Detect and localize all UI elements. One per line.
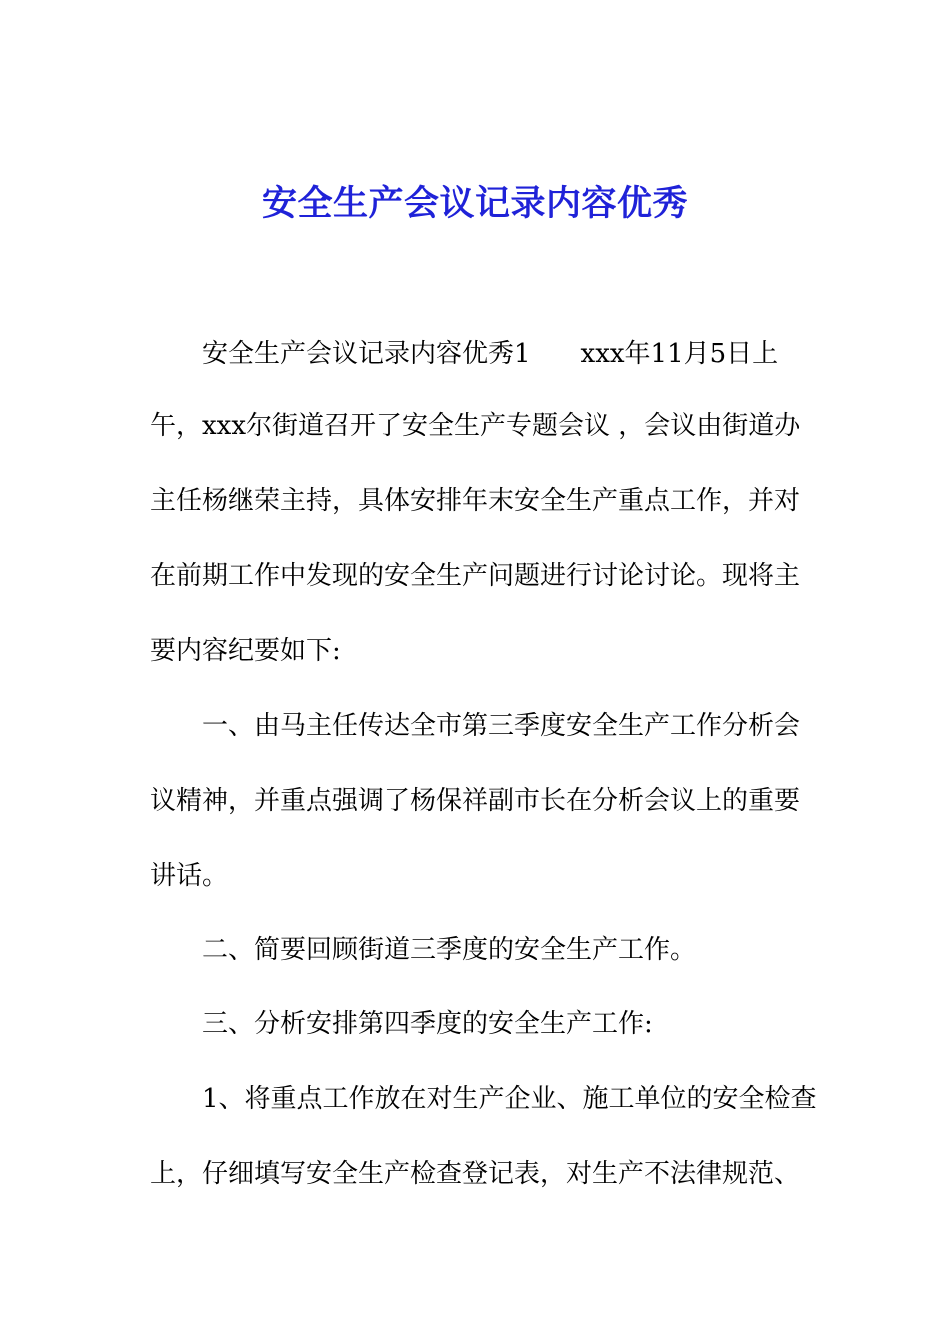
paragraph-line: 要内容纪要如下: xyxy=(150,636,341,666)
paragraph-line: 主任杨继荣主持，具体安排年末安全生产重点工作，并对 xyxy=(150,486,801,516)
paragraph-line: 一、由马主任传达全市第三季度安全生产工作分析会 xyxy=(202,711,801,741)
paragraph-line: 上，仔细填写安全生产检查登记表，对生产不法律规范、 xyxy=(150,1159,801,1189)
line-text: 安全生产会议记录内容优秀1 xyxy=(202,339,531,369)
paragraph-line: 三、分析安排第四季度的安全生产工作: xyxy=(202,1009,653,1039)
paragraph-line: 讲话。 xyxy=(150,861,229,891)
paragraph-line: 1、将重点工作放在对生产企业、施工单位的安全检查 xyxy=(202,1084,817,1114)
paragraph-line xyxy=(202,334,862,374)
line-text: xxx年11月5日上 xyxy=(580,339,779,369)
paragraph-line: 在前期工作中发现的安全生产问题进行讨论讨论。现将主 xyxy=(150,561,801,591)
paragraph-line: 午，xxx尔街道召开了安全生产专题会议 ，会议由街道办 xyxy=(150,411,801,441)
document-title: 安全生产会议记录内容优秀 xyxy=(261,183,688,224)
paragraph-line: 二、简要回顾街道三季度的安全生产工作。 xyxy=(202,935,697,965)
paragraph-line: 议精神，并重点强调了杨保祥副市长在分析会议上的重要 xyxy=(150,786,801,816)
